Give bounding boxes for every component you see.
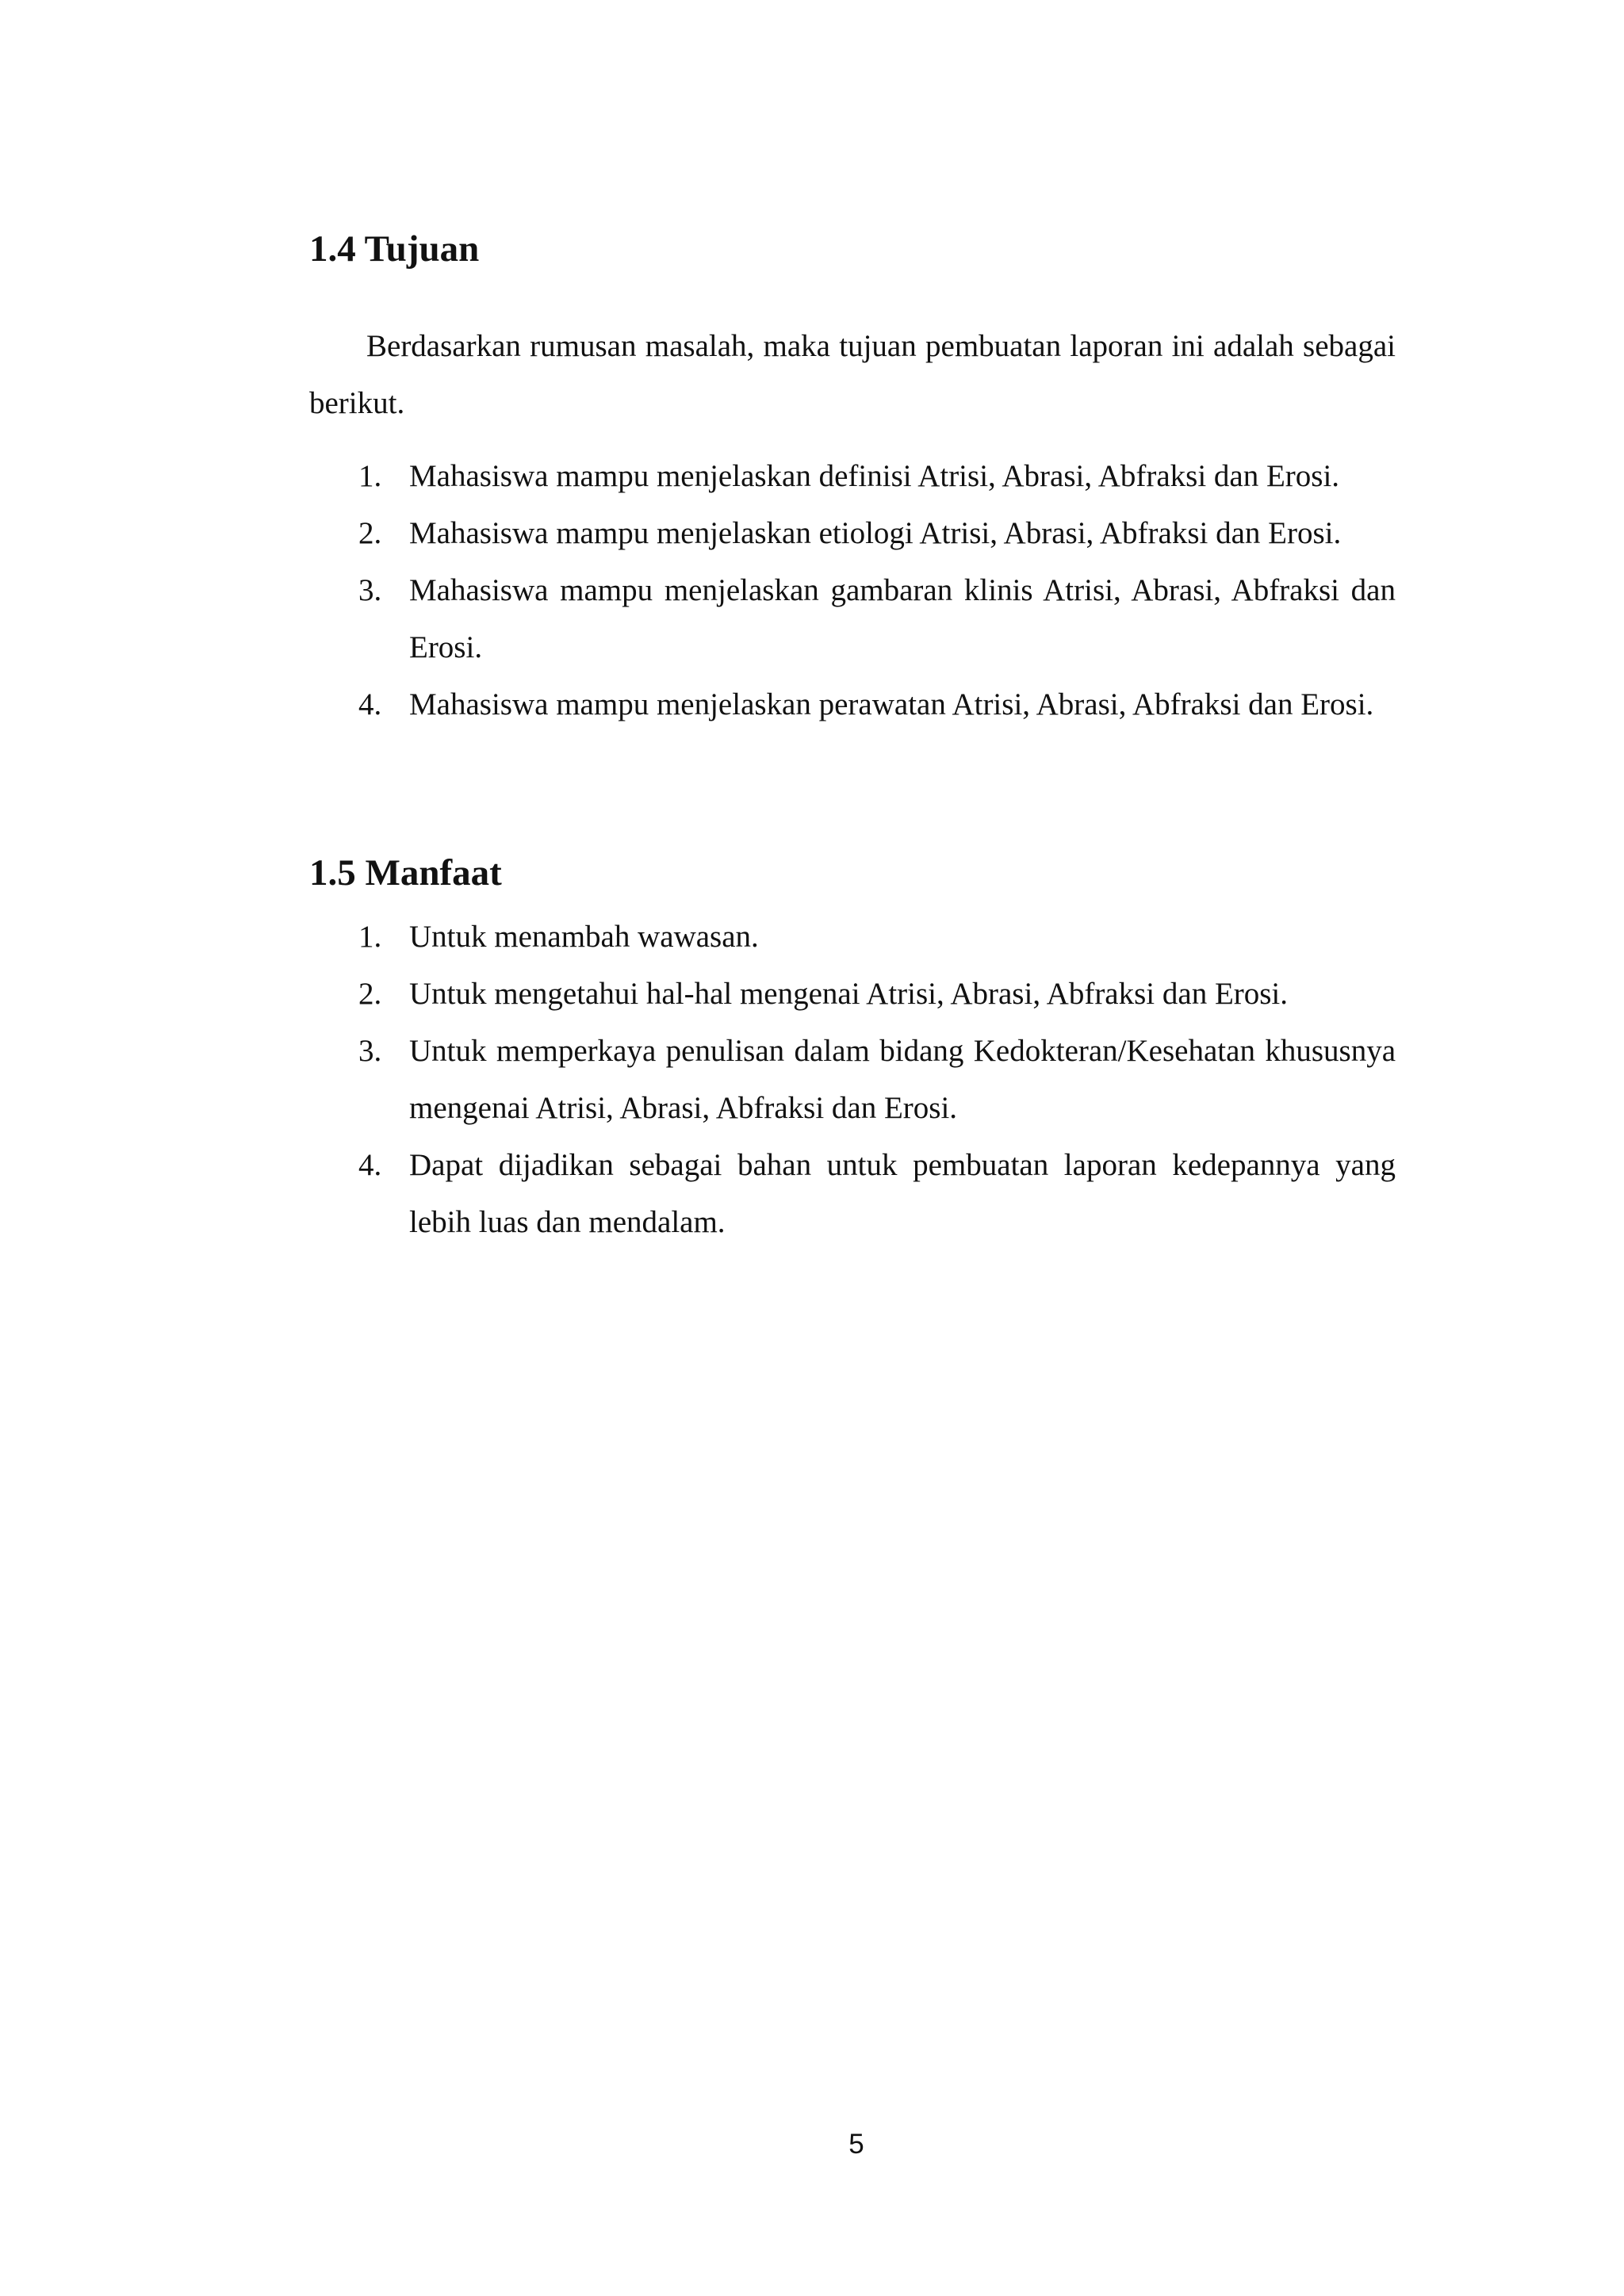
list-item	[309, 676, 1396, 733]
manfaat-list	[309, 909, 1396, 1251]
list-item-text: Untuk mengetahui hal-hal mengenai Atrisi, Abrasi, Abfraksi dan Erosi.	[409, 977, 1289, 1011]
list-item	[309, 505, 1396, 562]
list-item-number: 4.	[358, 1148, 382, 1182]
list-item	[309, 562, 1396, 676]
section-heading-manfaat: 1.5 Manfaat	[309, 852, 502, 894]
list-item-number: 3.	[358, 1034, 382, 1068]
list-item-text: Mahasiswa mampu menjelaskan perawatan Atrisi, Abrasi, Abfraksi dan Erosi.	[409, 687, 1374, 721]
list-item-text: Untuk memperkaya penulisan dalam bidang Kedokteran/Kesehatan khususnya mengenai Atrisi, Abrasi, Abfraksi dan Erosi.	[409, 1034, 1396, 1125]
list-item	[309, 1023, 1396, 1137]
page-number: 5	[848, 2129, 864, 2160]
tujuan-intro-paragraph: Berdasarkan rumusan masalah, maka tujuan pembuatan laporan ini adalah sebagai berikut.	[309, 329, 1396, 420]
list-item-number: 4.	[358, 687, 382, 721]
list-item	[309, 448, 1396, 505]
list-item	[309, 966, 1396, 1023]
list-item-number: 2.	[358, 516, 382, 550]
list-item-text: Mahasiswa mampu menjelaskan etiologi Atrisi, Abrasi, Abfraksi dan Erosi.	[409, 516, 1342, 550]
section-heading-tujuan: 1.4 Tujuan	[309, 228, 480, 270]
list-item-number: 2.	[358, 977, 382, 1011]
list-item	[309, 909, 1396, 966]
list-item	[309, 1137, 1396, 1251]
list-item-number: 1.	[358, 459, 382, 493]
list-item-text: Untuk menambah wawasan.	[409, 920, 759, 954]
tujuan-list	[309, 448, 1396, 733]
list-item-number: 3.	[358, 573, 382, 607]
list-item-text: Mahasiswa mampu menjelaskan definisi Atrisi, Abrasi, Abfraksi dan Erosi.	[409, 459, 1340, 493]
list-item-number: 1.	[358, 920, 382, 954]
list-item-text: Mahasiswa mampu menjelaskan gambaran klinis Atrisi, Abrasi, Abfraksi dan Erosi.	[409, 573, 1396, 664]
list-item-text: Dapat dijadikan sebagai bahan untuk pembuatan laporan kedepannya yang lebih luas dan mendalam.	[409, 1148, 1396, 1239]
